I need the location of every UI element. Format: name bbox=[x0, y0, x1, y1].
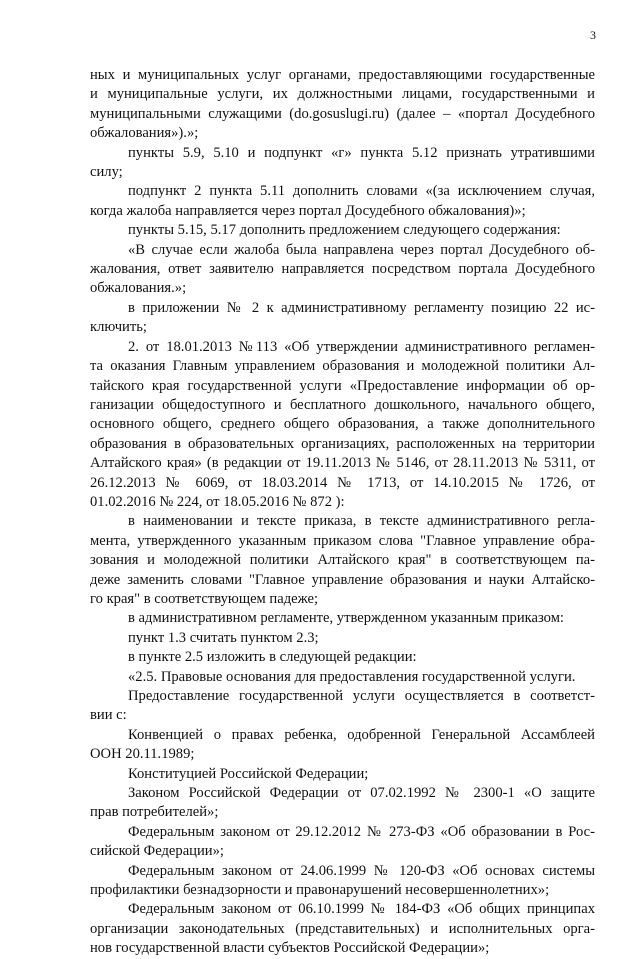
paragraph bbox=[90, 609, 595, 628]
text-line: Федеральным законом от 29.12.2012 № 273-ФЗ «Об образовании в Рос- bbox=[128, 823, 595, 840]
text-line: та оказания Главным управлением образования и молодежной политики Ал- bbox=[90, 358, 595, 375]
text-line: ключить; bbox=[90, 319, 147, 336]
text-line: нов государственной власти субъектов Российской Федерации»; bbox=[90, 940, 490, 957]
text-line: пункты 5.15, 5.17 дополнить предложением следующего содержания: bbox=[128, 222, 561, 239]
text-line: муниципальными служащими (do.gosuslugi.ru) (далее – «портал Досудебного bbox=[90, 105, 595, 122]
page-number: 3 bbox=[590, 28, 596, 42]
text-line: в пункте 2.5 изложить в следующей редакции: bbox=[128, 649, 417, 666]
text-line: профилактики безнадзорности и правонарушений несовершеннолетних»; bbox=[90, 882, 550, 899]
text-line: обжалования.»; bbox=[90, 280, 187, 297]
text-line: когда жалоба направляется через портал Досудебного обжалования)»; bbox=[90, 202, 526, 219]
text-line: и муниципальные услуги, их должностными лицами, государственными и bbox=[90, 86, 595, 103]
paragraph bbox=[90, 687, 595, 726]
paragraph bbox=[90, 338, 595, 513]
text-line: в наименовании и тексте приказа, в тексте административного регла- bbox=[128, 513, 595, 530]
paragraph bbox=[90, 862, 595, 901]
text-line: пункт 1.3 считать пунктом 2.3; bbox=[128, 629, 319, 646]
paragraph bbox=[90, 182, 595, 221]
text-line: основного общего, среднего общего образования, а также дополнительного bbox=[90, 416, 595, 433]
text-line: Законом Российской Федерации от 07.02.1992 № 2300-1 «О защите bbox=[128, 785, 595, 802]
text-line: 2. от 18.01.2013 №113 «Об утверждении административного регламен- bbox=[128, 338, 595, 355]
text-line: мента, утвержденного указанным приказом слова "Главное управление обра- bbox=[90, 532, 595, 549]
text-line: Конвенцией о правах ребенка, одобренной Генеральной Ассамблеей bbox=[128, 726, 595, 743]
text-line: вии с: bbox=[90, 707, 127, 724]
text-line: Алтайского края» (в редакции от 19.11.2013 № 5146, от 28.11.2013 № 5311, от bbox=[90, 455, 595, 472]
text-line: сийской Федерации»; bbox=[90, 843, 224, 860]
text-line: ганизации общедоступного и бесплатного дошкольного, начального общего, bbox=[90, 396, 595, 413]
paragraph bbox=[90, 648, 595, 667]
text-line: 01.02.2016 № 224, от 18.05.2016 № 872 ): bbox=[90, 493, 345, 510]
paragraph bbox=[90, 900, 595, 958]
paragraph bbox=[90, 241, 595, 299]
text-line: Федеральным законом от 24.06.1999 № 120-ФЗ «Об основах системы bbox=[128, 862, 595, 879]
text-line: ных и муниципальных услуг органами, предоставляющими государственные bbox=[90, 67, 595, 83]
text-line: «В случае если жалоба была направлена через портал Досудебного об- bbox=[128, 241, 595, 258]
paragraph bbox=[90, 221, 595, 240]
text-line: обжалования»).»; bbox=[90, 125, 199, 142]
text-line: в административном регламенте, утвержденном указанным приказом: bbox=[128, 610, 564, 627]
text-line: Федеральным законом от 06.10.1999 № 184-ФЗ «Об общих принципах bbox=[128, 901, 595, 918]
text-line: зования и молодежной политики Алтайского края" в соответствующем па- bbox=[90, 552, 595, 569]
text-line: организации законодательных (представительных) и исполнительных орга- bbox=[90, 920, 595, 937]
paragraph bbox=[90, 823, 595, 862]
paragraph bbox=[90, 144, 595, 183]
text-line: Предоставление государственной услуги осуществляется в соответст- bbox=[128, 688, 595, 704]
paragraph bbox=[90, 668, 595, 687]
paragraph bbox=[90, 512, 595, 609]
text-line: пункты 5.9, 5.10 и подпункт «г» пункта 5.12 признать утратившими bbox=[128, 144, 595, 161]
text-line: образования в образовательных организациях, расположенных на территории bbox=[90, 435, 595, 452]
paragraph bbox=[90, 784, 595, 823]
text-line: 26.12.2013 № 6069, от 18.03.2014 № 1713, от 14.10.2015 № 1726, от bbox=[90, 474, 595, 491]
text-line: подпункт 2 пункта 5.11 дополнить словами «(за исключением случая, bbox=[128, 183, 595, 200]
paragraph bbox=[90, 629, 595, 648]
paragraph bbox=[90, 66, 595, 144]
paragraph bbox=[90, 299, 595, 338]
text-line: прав потребителей»; bbox=[90, 804, 219, 821]
text-line: в приложении № 2 к административному регламенту позицию 22 ис- bbox=[128, 299, 595, 316]
document-body bbox=[90, 66, 595, 959]
text-line: ООН 20.11.1989; bbox=[90, 746, 195, 763]
text-line: Конституцией Российской Федерации; bbox=[128, 765, 369, 782]
text-line: силу; bbox=[90, 164, 123, 181]
text-line: жалования, ответ заявителю направляется посредством портала Досудебного bbox=[90, 261, 595, 278]
text-line: деже заменить словами "Главное управление образования и науки Алтайско- bbox=[90, 571, 595, 588]
text-line: го края" в соответствующем падеже; bbox=[90, 590, 319, 607]
text-line: «2.5. Правовые основания для предоставления государственной услуги. bbox=[128, 668, 576, 685]
text-line: тайского края государственной услуги «Предоставление информации об ор- bbox=[90, 377, 595, 394]
paragraph bbox=[90, 765, 595, 784]
paragraph bbox=[90, 726, 595, 765]
